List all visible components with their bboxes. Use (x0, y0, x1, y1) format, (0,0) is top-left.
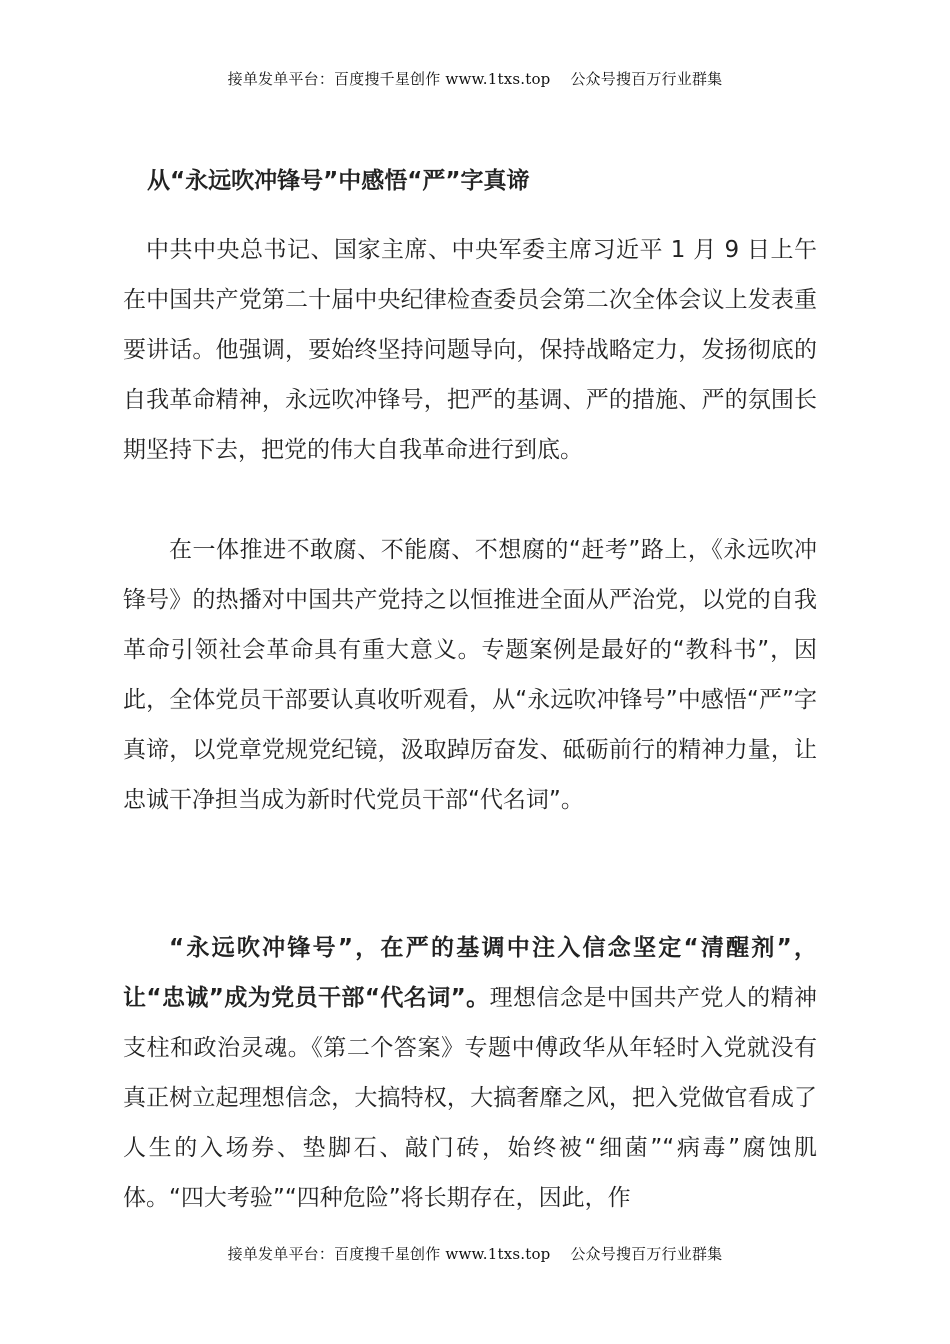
paragraph-third-body: 理想信念是中国共产党人的精神支柱和政治灵魂。《第二个答案》专题中傅政华从年轻时入党就没有真正树立起理想信念，大搞特权，大搞奢靡之风，把入党做官看成了人生的入场券、垫脚石、敲门砖，始终被“细菌”“病毒”腐蚀肌体。“四大考验”“四种危险”将长期存在，因此，作 (123, 985, 818, 1211)
paragraph-intro: 中共中央总书记、国家主席、中央军委主席习近平 1 月 9 日上午在中国共产党第二十届中央纪律检查委员会第二次全体会议上发表重要讲话。他强调，要始终坚持问题导向，保持战略定力，发扬彻底的自我革命精神，永远吹冲锋号，把严的基调、严的措施、严的氛围长期坚持下去，把党的伟大自我革命进行到底。 (123, 237, 817, 463)
paragraph-third (123, 923, 817, 1223)
paragraph-third-lead: “永远吹冲锋号”，在严的基调中注入信念坚定“清醒剂”，让“忠诚”成为党员干部“代名词”。 (123, 935, 817, 1011)
page-header: 接单发单平台：百度搜千星创作 www.1txs.top 公众号搜百万行业群集 (227, 70, 723, 88)
article-title: 从“永远吹冲锋号”中感悟“严”字真谛 (147, 168, 530, 194)
page-footer: 接单发单平台：百度搜千星创作 www.1txs.top 公众号搜百万行业群集 (227, 1245, 723, 1263)
paragraph-second: 在一体推进不敢腐、不能腐、不想腐的“赶考”路上，《永远吹冲锋号》的热播对中国共产党持之以恒推进全面从严治党，以党的自我革命引领社会革命具有重大意义。专题案例是最好的“教科书”，因此，全体党员干部要认真收听观看，从“永远吹冲锋号”中感悟“严”字真谛，以党章党规党纪镜，汲取踔厉奋发、砥砺前行的精神力量，让忠诚干净担当成为新时代党员干部“代名词”。 (123, 537, 817, 813)
